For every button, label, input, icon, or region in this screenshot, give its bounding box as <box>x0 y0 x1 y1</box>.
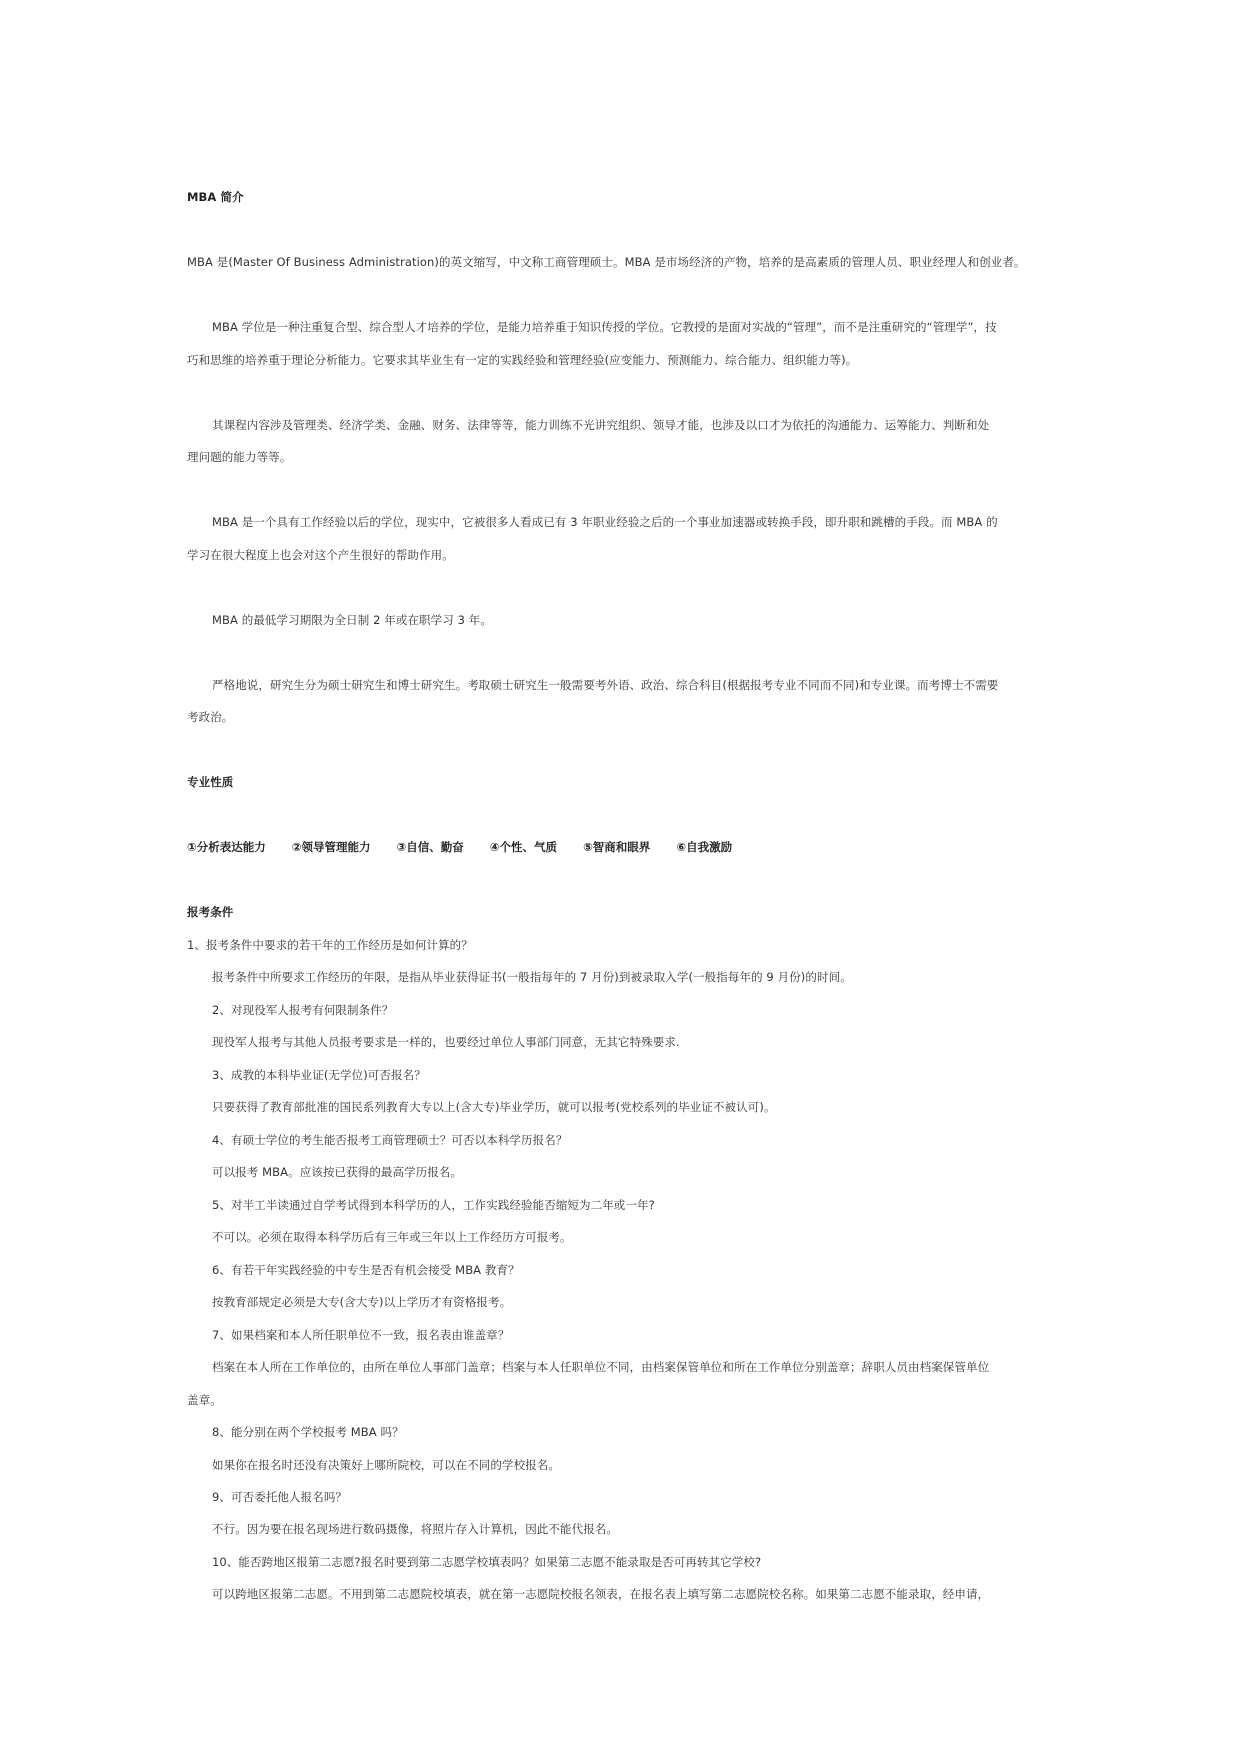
paragraph-graduate-line1: 严格地说，研究生分为硕士研究生和博士研究生。考取硕士研究生一般需要考外语、政治、综合科目(根据报考专业不同而不同)和专业课。而考博士不需要 <box>212 678 999 692</box>
trait-item: ①分析表达能力 <box>187 840 266 854</box>
qa-question: 9、可否委托他人报名吗？ <box>212 1490 348 1504</box>
qa-question: 6、有若干年实践经验的中专生是否有机会接受 MBA 教育？ <box>212 1263 520 1277</box>
qa-answer: 现役军人报考与其他人员报考要求是一样的，也要经过单位人事部门同意，无其它特殊要求. <box>212 1035 680 1049</box>
qa-question: 7、如果档案和本人所任职单位不一致，报名表由谁盖章？ <box>212 1328 510 1342</box>
qa-question: 8、能分别在两个学校报考 MBA 吗？ <box>212 1425 404 1439</box>
qa-answer: 档案在本人所在工作单位的，由所在单位人事部门盖章；档案与本人任职单位不同，由档案保管单位和所在工作单位分别盖章；辞职人员由档案保管单位 <box>212 1360 990 1374</box>
paragraph-duration: MBA 的最低学习期限为全日制 2 年或在职学习 3 年。 <box>212 613 492 627</box>
qa-answer: 报考条件中所要求工作经历的年限，是指从毕业获得证书(一般指每年的 7 月份)到被录取入学(一般指每年的 9 月份)的时间。 <box>212 970 852 984</box>
paragraph-degree-line1: MBA 学位是一种注重复合型、综合型人才培养的学位，是能力培养重于知识传授的学位。它教授的是面对实战的“管理”，而不是注重研究的“管理学”，技 <box>212 320 997 334</box>
qa-question: 2、对现役军人报考有何限制条件？ <box>212 1003 394 1017</box>
trait-item: ④个性、气质 <box>489 840 558 854</box>
qa-answer: 不可以。必须在取得本科学历后有三年或三年以上工作经历方可报考。 <box>212 1230 572 1244</box>
trait-item: ⑥自我激励 <box>676 840 733 854</box>
document-title: MBA 简介 <box>187 190 244 204</box>
qa-answer: 不行。因为要在报名现场进行数码摄像，将照片存入计算机，因此不能代报名。 <box>212 1522 618 1536</box>
qa-answer: 只要获得了教育部批准的国民系列教育大专以上(含大专)毕业学历，就可以报考(党校系列的毕业证不被认可)。 <box>212 1100 776 1114</box>
qa-answer: 按教育部规定必须是大专(含大专)以上学历才有资格报考。 <box>212 1295 512 1309</box>
traits-list <box>187 839 754 855</box>
paragraph-experience-line2: 学习在很大程度上也会对这个产生很好的帮助作用。 <box>187 548 454 562</box>
trait-item: ③自信、勤奋 <box>396 840 464 854</box>
qa-question: 1、报考条件中要求的若干年的工作经历是如何计算的？ <box>187 938 473 952</box>
section-heading-conditions: 报考条件 <box>187 905 234 919</box>
paragraph-curriculum-line2: 理问题的能力等等。 <box>187 450 292 464</box>
qa-answer: 如果你在报名时还没有决策好上哪所院校，可以在不同的学校报名。 <box>212 1458 560 1472</box>
section-heading-nature: 专业性质 <box>187 775 234 789</box>
paragraph-graduate-line2: 考政治。 <box>187 710 234 724</box>
qa-answer-continued: 盖章。 <box>187 1393 222 1407</box>
paragraph-degree-line2: 巧和思维的培养重于理论分析能力。它要求其毕业生有一定的实践经验和管理经验(应变能力、预测能力、综合能力、组织能力等)。 <box>187 353 858 367</box>
qa-question: 4、有硕士学位的考生能否报考工商管理硕士？可否以本科学历报名？ <box>212 1133 568 1147</box>
paragraph-curriculum-line1: 其课程内容涉及管理类、经济学类、金融、财务、法律等等，能力训练不光讲究组织、领导才能，也涉及以口才为依托的沟通能力、运筹能力、判断和处 <box>212 418 990 432</box>
qa-answer: 可以跨地区报第二志愿。不用到第二志愿院校填表，就在第一志愿院校报名领表，在报名表上填写第二志愿院校名称。如果第二志愿不能录取，经申请， <box>212 1587 990 1601</box>
intro-paragraph: MBA 是(Master Of Business Administration)的英文缩写，中文称工商管理硕士。MBA 是市场经济的产物，培养的是高素质的管理人员、职业经理人和创业者。 <box>187 255 1026 269</box>
qa-question: 5、对半工半读通过自学考试得到本科学历的人，工作实践经验能否缩短为二年或一年? <box>212 1198 655 1212</box>
qa-answer: 可以报考 MBA。应该按已获得的最高学历报名。 <box>212 1165 463 1179</box>
qa-question: 3、成教的本科毕业证(无学位)可否报名？ <box>212 1068 426 1082</box>
qa-question: 10、能否跨地区报第二志愿?报名时要到第二志愿学校填表吗？如果第二志愿不能录取是否可再转其它学校? <box>212 1555 762 1569</box>
trait-item: ②领导管理能力 <box>291 840 371 854</box>
trait-item: ⑤智商和眼界 <box>583 840 651 854</box>
paragraph-experience-line1: MBA 是一个具有工作经验以后的学位，现实中，它被很多人看成已有 3 年职业经验之后的一个事业加速器或转换手段，即升职和跳槽的手段。而 MBA 的 <box>212 515 998 529</box>
